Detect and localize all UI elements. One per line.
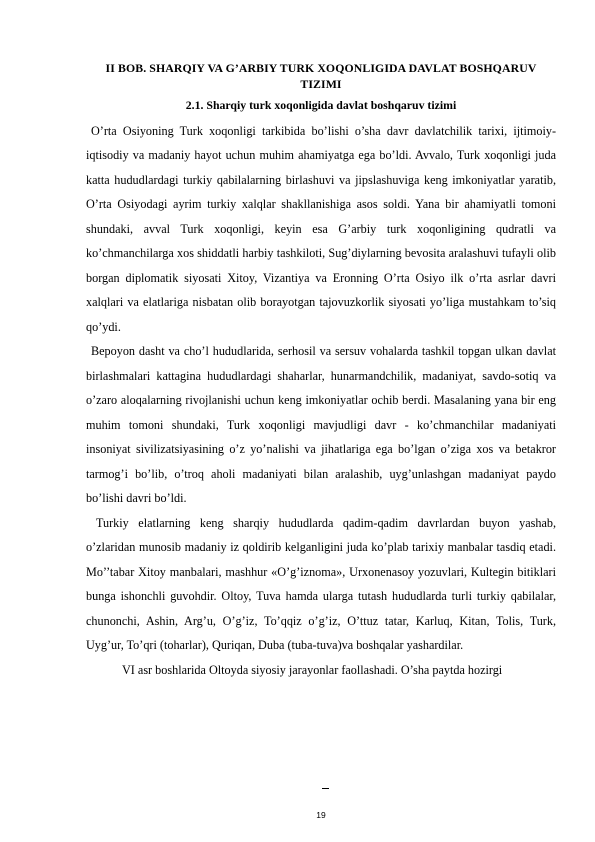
footnote-separator [322,788,329,789]
section-title: 2.1. Sharqiy turk xoqonligida davlat boshqaruv tizimi [185,98,457,112]
page-number: 19 [316,810,326,820]
paragraph-1: O’rta Osiyoning Turk xoqonligi tarkibida bo’lishi o’sha davr davlatchilik tarixi, ijtimoiy-iqtisodiy va madaniy hayot uchun muhim ahamiyatga ega bo’ldi. Avvalo, Turk xoqonligi juda katta hududlardagi turkiy qabilalarning birlashuvi va jipslashuviga keng imkoniyatlar yaratib, O’rta Osiyodagi ayrim turkiy xalqlar shakllanishiga asos soldi. Yana bir ahamiyatli tomoni shundaki, avval Turk xoqonligi, keyin esa G’arbiy turk xoqonligining qudratli va ko’chmanchilarga xos shiddatli harbiy tashkiloti, Sug’diylarning bevosita aralashuvi tufayli olib borgan diplomatik siyosati Xitoy, Vizantiya va Eronning O’rta Osiyo ilk o’rta asrlar davri xalqlari va elatlariga nisbatan olib borayotgan tajovuzkorlik siyosati yo’liga mustahkam to’siq qo’ydi. [86,123,556,334]
paragraph-3: Turkiy elatlarning keng sharqiy hududlarda qadim-qadim davrlardan buyon yashab, o’zlaridan munosib madaniy iz qoldirib kelganligini juda ko’plab tarixiy manbalar tasdiq etadi. Mo’’tabar Xitoy manbalari, mashhur «O’g’iznoma», Urxonenasoy yozuvlari, Kultegin bitiklari bunga ishonchli guvohdir. Oltoy, Tuva hamda ularga tutash hududlarda turli turkiy qabilalar, chunonchi, Ashin, Arg’u, O’g’iz, To’qqiz o’g’iz, O’ttuz tatar, Karluq, Kitan, Tolis, Turk, Uyg’ur, To’qri (toharlar), Quriqan, Duba (tuba-tuva)va boshqalar yashardilar. [86,515,556,652]
body-text [86,119,556,683]
paragraph-2: Bepoyon dasht va cho’l hududlarida, serhosil va sersuv vohalarda tashkil topgan ulkan davlat birlashmalari kattagina hududlardagi shaharlar, hunarmandchilik, madaniyat, savdo-sotiq va o’zaro aloqalarning rivojlanishi uchun keng imkoniyatlar ochib berdi. Masalaning yana bir eng muhim tomoni shundaki, Turk xoqonligi mavjudligi davr - ko’chmanchilar madaniyati insoniyat sivilizatsiyasining o’z yo’nalishi va jihatlariga ega bo’lgan o’ziga xos va betakror tarmog’i bo’lib, o’troq aholi madaniyati bilan aralashib, uyg’unlashgan madaniyat paydo bo’lishi davri bo’ldi. [86,344,556,505]
chapter-title: II BOB. SHARQIY VA G’ARBIY TURK XOQONLIGIDA DAVLAT BOSHQARUV TIZIMI [105,61,537,91]
paragraph-4: VI asr boshlarida Oltoyda siyosiy jarayonlar faollashadi. O’sha paytda hozirgi [122,662,503,677]
